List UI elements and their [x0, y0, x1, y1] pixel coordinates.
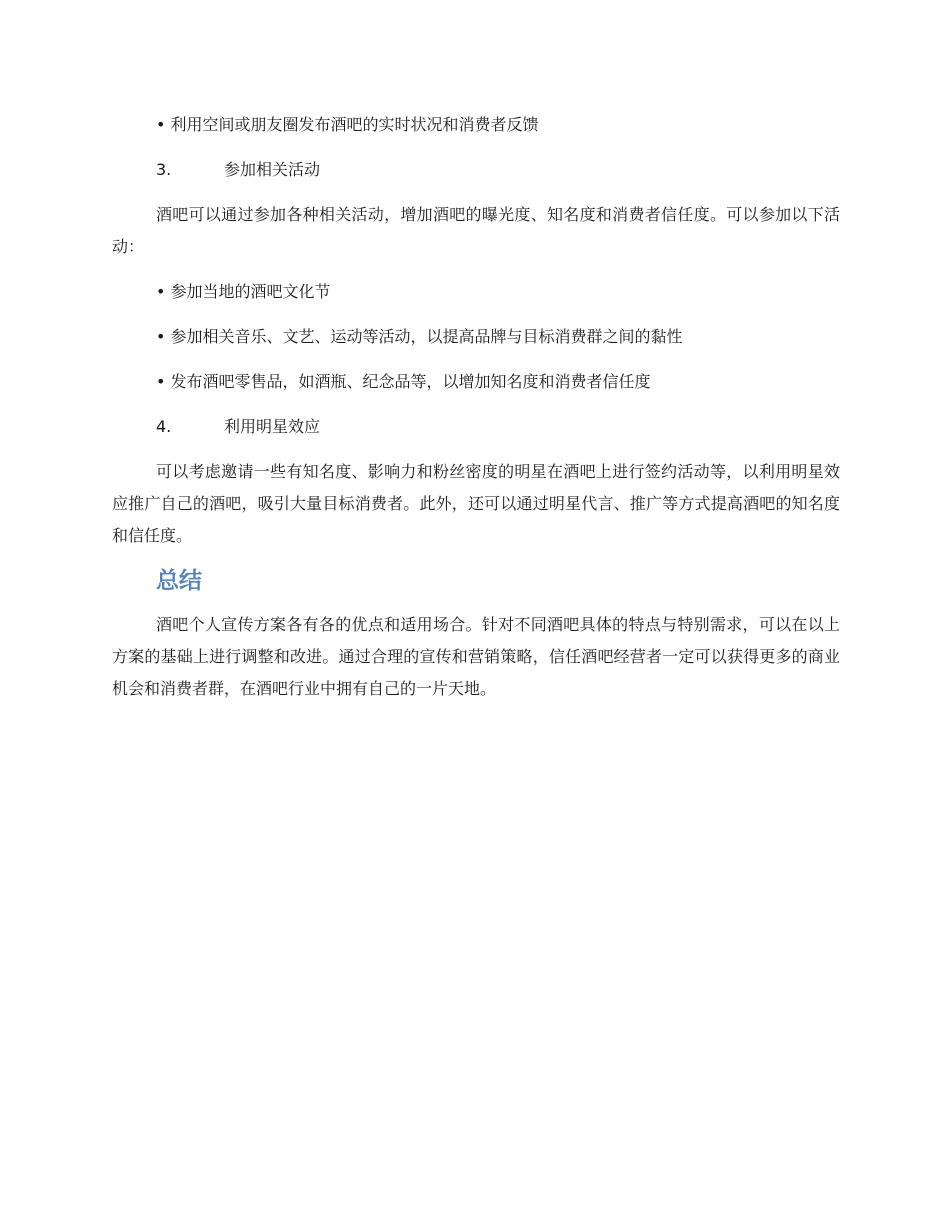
- bullet-item: • 参加相关音乐、文艺、运动等活动，以提高品牌与目标消费群之间的黏性: [156, 327, 683, 346]
- section-3-number: 3.: [156, 160, 172, 179]
- section-4-heading: [112, 411, 840, 443]
- section-4-body: 可以考虑邀请一些有知名度、影响力和粉丝密度的明星在酒吧上进行签约活动等，以利用明星效应推广自己的酒吧，吸引大量目标消费者。此外，还可以通过明星代言、推广等方式提高酒吧的知名度和信任度。: [112, 462, 840, 545]
- bullet-item: • 参加当地的酒吧文化节: [156, 282, 331, 301]
- bullet-item: • 利用空间或朋友圈发布酒吧的实时状况和消费者反馈: [156, 115, 539, 134]
- bullet-item: • 发布酒吧零售品，如酒瓶、纪念品等，以增加知名度和消费者信任度: [156, 372, 651, 391]
- section-3-intro: 酒吧可以通过参加各种相关活动，增加酒吧的曝光度、知名度和消费者信任度。可以参加以下活动：: [112, 205, 840, 256]
- section-4-number: 4.: [156, 417, 172, 436]
- section-3-title: 参加相关活动: [224, 160, 321, 179]
- section-3-heading: [112, 154, 840, 186]
- summary-heading: 总结: [156, 568, 202, 594]
- summary-body: 酒吧个人宣传方案各有各的优点和适用场合。针对不同酒吧具体的特点与特别需求，可以在以上方案的基础上进行调整和改进。通过合理的宣传和营销策略，信任酒吧经营者一定可以获得更多的商业机会和消费者群，在酒吧行业中拥有自己的一片天地。: [112, 615, 840, 698]
- document-body: [112, 109, 840, 718]
- section-4-title: 利用明星效应: [224, 417, 321, 436]
